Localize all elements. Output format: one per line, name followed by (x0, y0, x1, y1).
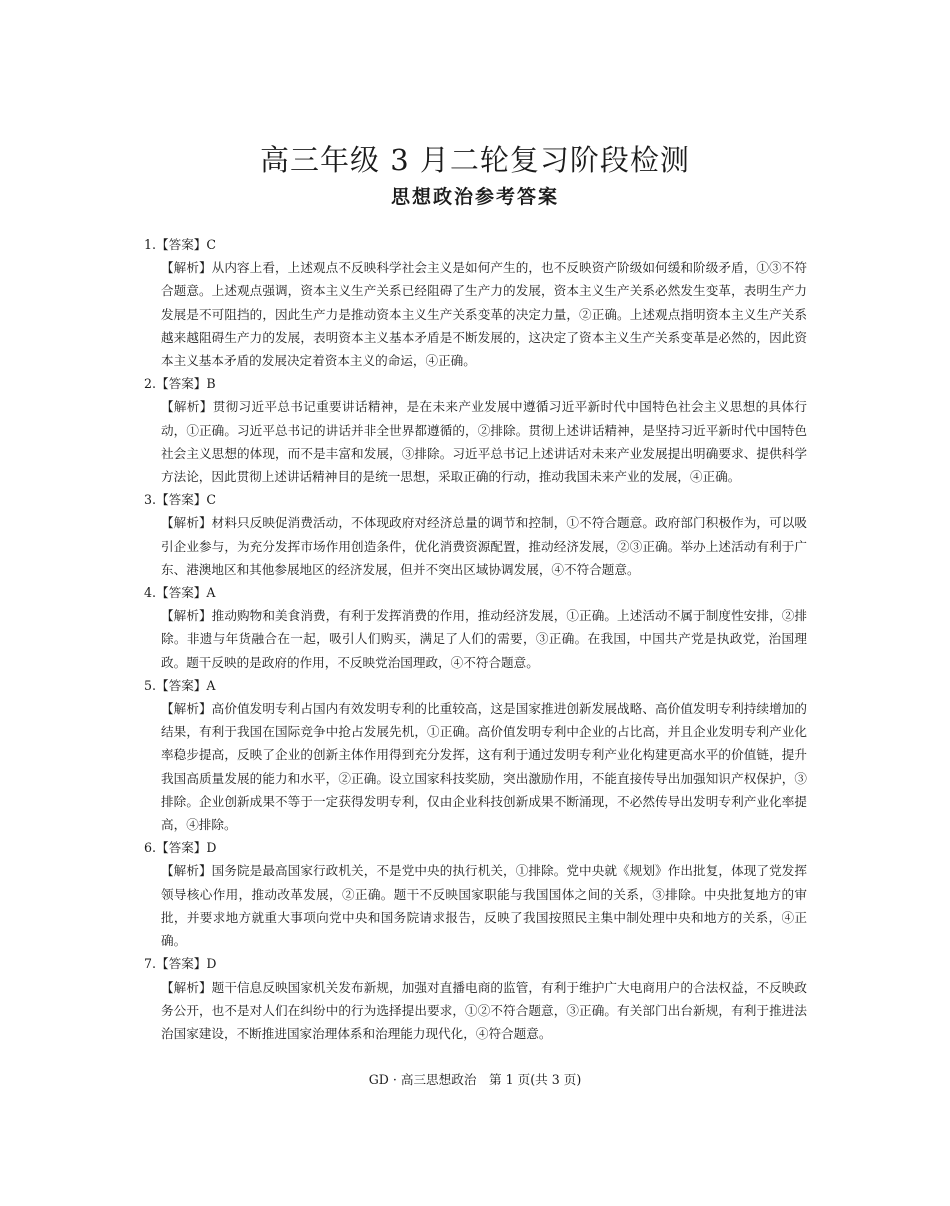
page-title: 高三年级 3 月二轮复习阶段检测 (260, 143, 690, 177)
question-item-3 (144, 488, 807, 581)
question-3-analysis: 【解析】材料只反映促消费活动，不体现政府对经济总量的调节和控制，①不符合题意。政府部门积极作为，可以吸引企业参与，为充分发挥市场作用创造条件，优化消费资源配置，推动经济发展，②③正确。举办上述活动有利于广东、港澳地区和其他参展地区的经济发展，但并不突出区域协调发展，④不符合题意。 (161, 515, 807, 577)
question-1-analysis: 【解析】从内容上看，上述观点不反映科学社会主义是如何产生的，也不反映资产阶级如何缓和阶级矛盾，①③不符合题意。上述观点强调，资本主义生产关系已经阻碍了生产力的发展，资本主义生产关系必然发生变革，表明生产力发展是不可阻挡的，因此生产力是推动资本主义生产关系变革的决定力量，②正确。上述观点指明资本主义生产关系越来越阻碍生产力的发展，表明资本主义基本矛盾是不断发展的，这决定了资本主义生产关系变革是必然的，因此资本主义基本矛盾的发展决定着资本主义的命运，④正确。 (161, 260, 807, 369)
question-6-answer: 6.【答案】D (144, 840, 217, 856)
question-7-answer: 7.【答案】D (144, 956, 217, 972)
question-2-analysis: 【解析】贯彻习近平总书记重要讲话精神，是在未来产业发展中遵循习近平新时代中国特色社会主义思想的具体行动，①正确。习近平总书记的讲话并非全世界都遵循的，②排除。贯彻上述讲话精神，是坚持习近平新时代中国特色社会主义思想的体现，而不是丰富和发展，③排除。习近平总书记上述讲话对未来产业发展提出明确要求、提供科学方法论，因此贯彻上述讲话精神目的是统一思想，采取正确的行动，推动我国未来产业的发展，④正确。 (161, 399, 807, 485)
question-7-analysis: 【解析】题干信息反映国家机关发布新规，加强对直播电商的监管，有利于维护广大电商用户的合法权益，不反映政务公开，也不是对人们在纠纷中的行为选择提出要求，①②不符合题意，③正确。有关部门出台新规，有利于推进法治国家建设，不断推进国家治理体系和治理能力现代化，④符合题意。 (161, 979, 807, 1041)
question-item-6 (144, 836, 807, 952)
question-6-analysis: 【解析】国务院是最高国家行政机关，不是党中央的执行机关，①排除。党中央就《规划》作出批复，体现了党发挥领导核心作用，推动改革发展，②正确。题干不反映国家职能与我国国体之间的关系，③排除。中央批复地方的审批，并要求地方就重大事项向党中央和国务院请求报告，反映了我国按照民主集中制处理中央和地方的关系，④正确。 (161, 863, 807, 949)
page-footer: GD · 高三思想政治 第 1 页(共 3 页) (368, 1072, 582, 1087)
question-item-4 (144, 581, 807, 674)
question-item-1 (144, 233, 807, 372)
question-4-answer: 4.【答案】A (144, 585, 216, 601)
answer-list (144, 233, 807, 1045)
question-3-answer: 3.【答案】C (144, 492, 217, 508)
question-1-answer: 1.【答案】C (144, 237, 217, 252)
question-item-5 (144, 674, 807, 836)
question-5-answer: 5.【答案】A (144, 677, 216, 693)
page-subtitle: 思想政治参考答案 (390, 186, 559, 208)
question-5-analysis: 【解析】高价值发明专利占国内有效发明专利的比重较高，这是国家推进创新发展战略、高价值发明专利持续增加的结果，有利于我国在国际竞争中抢占发展先机，①正确。高价值发明专利中企业的占比高，并且企业发明专利产业化率稳步提高，反映了企业的创新主体作用得到充分发挥，这有利于通过发明专利产业化构建更高水平的价值链，提升我国高质量发展的能力和水平，②正确。设立国家科技奖励，突出激励作用，不能直接传导出加强知识产权保护，③排除。企业创新成果不等于一定获得发明专利，仅由企业科技创新成果不断涌现，不必然传导出发明专利产业化率提高，④排除。 (161, 701, 807, 833)
question-4-analysis: 【解析】推动购物和美食消费，有利于发挥消费的作用，推动经济发展，①正确。上述活动不属于制度性安排，②排除。非遗与年货融合在一起，吸引人们购买，满足了人们的需要，③正确。在我国，中国共产党是执政党，治国理政。题干反映的是政府的作用，不反映党治国理政，④不符合题意。 (161, 608, 807, 670)
question-item-2 (144, 372, 807, 488)
question-2-answer: 2.【答案】B (144, 376, 216, 392)
question-item-7 (144, 952, 807, 1045)
